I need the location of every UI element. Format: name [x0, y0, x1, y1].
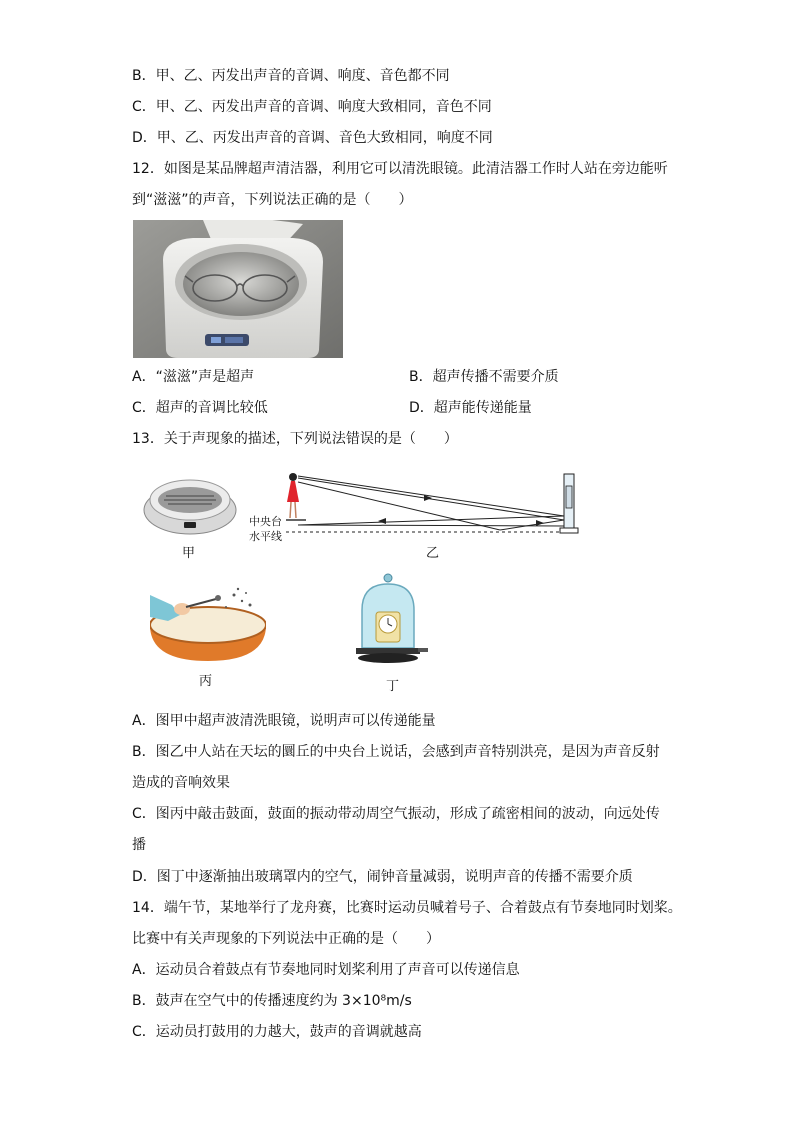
q14-option-b: B．鼓声在空气中的传播速度约为 3×10⁸m/s — [132, 993, 412, 1009]
q11-option-d: D．甲、乙、丙发出声音的音调、音色大致相同，响度不同 — [132, 130, 493, 146]
q13-option-c-line1: C．图丙中敲击鼓面，鼓面的振动带动周空气振动，形成了疏密相间的波动，向远处传 — [132, 806, 660, 822]
q13-option-d: D．图丁中逐渐抽出玻璃罩内的空气，闹钟音量减弱，说明声音的传播不需要介质 — [132, 869, 633, 885]
figure-ding-bell-jar — [354, 572, 430, 664]
figure-ding-label: 丁 — [386, 679, 400, 694]
q13-option-a: A．图甲中超声波清洗眼镜，说明声可以传递能量 — [132, 713, 436, 729]
figure-yi-reflection — [246, 468, 586, 538]
figure-yi-level-label: 水平线 — [249, 530, 282, 543]
q11-option-c: C．甲、乙、丙发出声音的音调、响度大致相同，音色不同 — [132, 99, 492, 115]
q12-option-c: C．超声的音调比较低 — [132, 400, 268, 416]
q13-option-c-line2: 播 — [132, 837, 146, 853]
q12-option-b: B．超声传播不需要介质 — [409, 369, 559, 385]
q12-option-d: D．超声能传递能量 — [409, 400, 532, 416]
q11-option-b: B．甲、乙、丙发出声音的音调、响度、音色都不同 — [132, 68, 450, 84]
q14-option-a: A．运动员合着鼓点有节奏地同时划桨利用了声音可以传递信息 — [132, 962, 520, 978]
q12-option-a: A．“滋滋”声是超声 — [132, 369, 255, 385]
q14-option-c: C．运动员打鼓用的力越大，鼓声的音调就越高 — [132, 1024, 422, 1040]
q14-stem-line2: 比赛中有关声现象的下列说法中正确的是（ ） — [132, 931, 440, 947]
figure-jia-label: 甲 — [182, 546, 196, 561]
figure-yi-center-label: 中央台 — [249, 515, 282, 528]
figure-bing-drum — [150, 585, 266, 661]
q14-stem-line1: 14．端午节，某地举行了龙舟赛，比赛时运动员喊着号子、合着鼓点有节奏地同时划桨。 — [132, 900, 682, 916]
q12-stem-line2: 到“滋滋”的声音，下列说法正确的是（ ） — [132, 192, 413, 208]
q13-option-b-line1: B．图乙中人站在天坛的圜丘的中央台上说话，会感到声音特别洪亮，是因为声音反射 — [132, 744, 660, 760]
ultrasonic-cleaner-photo — [133, 220, 343, 358]
figure-yi-label: 乙 — [426, 546, 440, 561]
figure-bing-label: 丙 — [199, 674, 213, 689]
q13-stem: 13．关于声现象的描述，下列说法错误的是（ ） — [132, 431, 458, 447]
figure-jia-cleaner — [140, 470, 240, 536]
q13-option-b-line2: 造成的音响效果 — [132, 775, 230, 791]
q12-stem-line1: 12．如图是某品牌超声清洁器，利用它可以清洗眼镜。此清洁器工作时人站在旁边能听 — [132, 161, 668, 177]
